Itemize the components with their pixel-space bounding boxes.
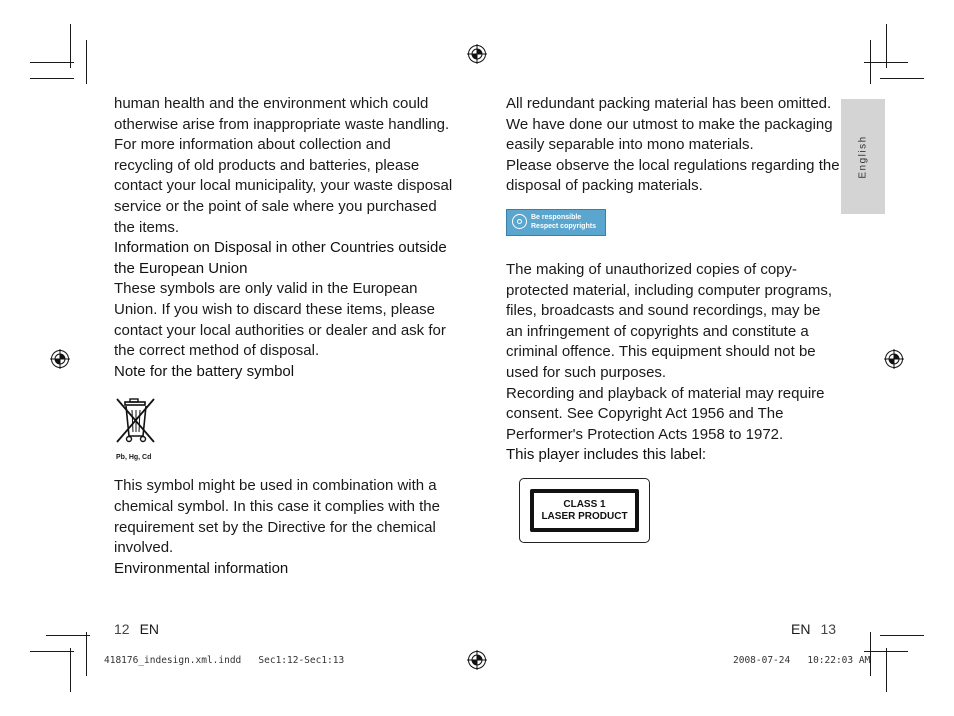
paragraph: human health and the environment which could otherwise arise from inappropriate waste handling. For more information about collection and recycling of old products and batteries, please contact your local municipality, your waste disposal service or the point of sale where you purchased the items. [114,95,453,236]
crop-mark [46,635,90,636]
registration-mark-icon [467,44,487,64]
badge-line: Respect copyrights [531,222,596,230]
paragraph: These symbols are only valid in the European Union. If you wish to discard these items, please contact your local authorities or dealer and ask for the correct method of disposal. [114,280,446,360]
respect-copyrights-badge [506,209,606,236]
registration-mark-icon [884,349,904,369]
crossed-out-wheelie-bin-icon [114,396,174,462]
left-page-column [114,94,454,579]
crop-mark [86,632,87,676]
badge-line: Be responsible [531,213,582,221]
chemical-symbols-label: Pb, Hg, Cd [116,454,152,462]
crop-mark [870,40,871,84]
language-code: EN [139,621,160,637]
crop-mark [30,651,74,652]
crop-mark [86,40,87,84]
paragraph: Recording and playback of material may require consent. See Copyright Act 1956 and The Performer's Protection Acts 1958 to 1972. [506,384,825,443]
section-heading: Note for the battery symbol [114,362,295,380]
paragraph: This symbol might be used in combination with a chemical symbol. In this case it complies with the requirement set by the Directive for the chemical involved. [114,477,440,557]
paragraph: The making of unauthorized copies of copy-protected material, including computer programs, files, broadcasts and sound recordings, may be an infringement of copyrights and constitute a criminal offence. This equipment should not be used for such purposes. [506,260,832,381]
laser-label-line: LASER PRODUCT [541,510,628,522]
language-tab-label: English [857,134,869,179]
registration-mark-icon [467,650,487,670]
page-number: 12 [114,621,130,637]
section-heading: This player includes this label: [506,446,707,464]
left-page-folio [114,621,159,637]
crop-mark [880,78,924,79]
crop-mark [870,632,871,676]
timestamp-slug: 2008-07-24 10:22:03 AM [733,655,871,666]
section-heading: Information on Disposal in other Countries outside the European Union [114,239,447,277]
laser-label-line: CLASS 1 [563,498,606,510]
section-heading: Environmental information [114,559,289,577]
file-slug: 418176_indesign.xml.indd Sec1:12-Sec1:13 [104,655,345,666]
page-number: 13 [820,621,837,637]
right-page-folio [791,621,836,637]
crop-mark [880,635,924,636]
language-code: EN [791,621,811,637]
class-1-laser-product-label [519,478,650,543]
crop-mark [30,62,74,63]
registration-mark-icon [50,349,70,369]
crop-mark [886,24,887,68]
right-page-column [506,94,841,466]
paragraph: All redundant packing material has been omitted. We have done our utmost to make the packaging easily separable into mono materials. [506,95,833,154]
crop-mark [70,648,71,692]
paragraph: Please observe the local regulations regarding the disposal of packing materials. [506,156,840,195]
crop-mark [30,78,74,79]
crop-mark [886,648,887,692]
language-tab [841,99,885,214]
crop-mark [70,24,71,68]
disc-icon [512,214,527,229]
